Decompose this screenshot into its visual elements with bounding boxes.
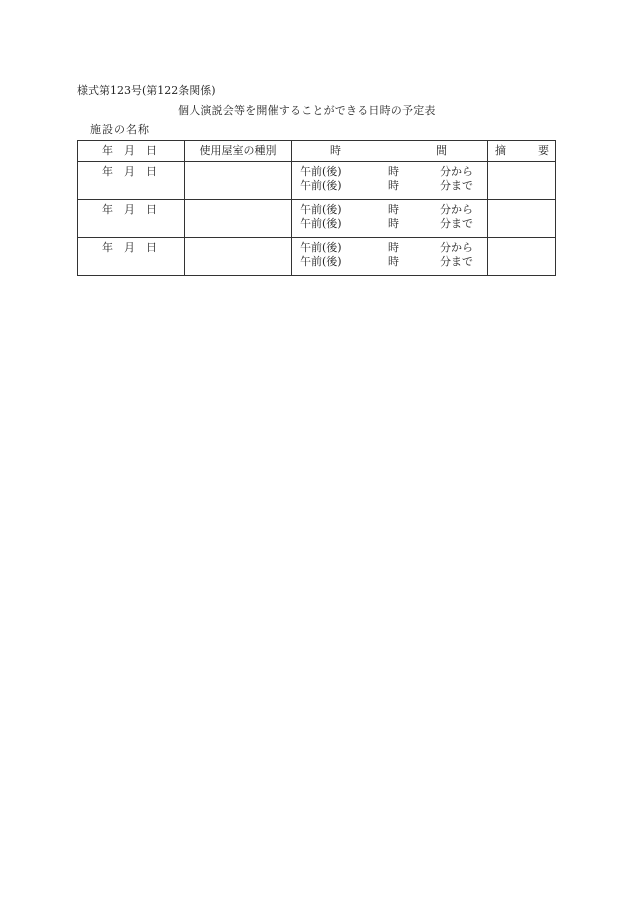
header-time-left: 時 xyxy=(330,144,341,157)
ampm-label: 午前(後) xyxy=(300,255,342,268)
remarks-cell xyxy=(488,200,556,238)
time-start-line xyxy=(300,203,486,217)
time-end-line xyxy=(300,217,486,231)
table-row xyxy=(78,162,556,200)
table-row xyxy=(78,238,556,276)
remarks-cell xyxy=(488,162,556,200)
minute-label: 分まで xyxy=(440,217,473,230)
ampm-label: 午前(後) xyxy=(300,203,342,216)
facility-name-label: 施設の名称 xyxy=(90,123,150,136)
time-start-line xyxy=(300,241,486,255)
date-cell: 年 月 日 xyxy=(78,200,185,238)
minute-label: 分から xyxy=(440,241,473,254)
remarks-cell xyxy=(488,238,556,276)
ampm-label: 午前(後) xyxy=(300,241,342,254)
header-date: 年 月 日 xyxy=(78,141,185,162)
room-type-cell xyxy=(185,200,292,238)
time-end-line xyxy=(300,179,486,193)
minute-label: 分まで xyxy=(440,255,473,268)
hour-label: 時 xyxy=(388,217,399,230)
minute-label: 分まで xyxy=(440,179,473,192)
date-cell: 年 月 日 xyxy=(78,162,185,200)
time-start-line xyxy=(300,165,486,179)
document-title: 個人演説会等を開催することができる日時の予定表 xyxy=(178,104,436,117)
hour-label: 時 xyxy=(388,203,399,216)
header-time-right: 間 xyxy=(436,144,447,157)
table-header-row xyxy=(78,141,556,162)
ampm-label: 午前(後) xyxy=(300,179,342,192)
minute-label: 分から xyxy=(440,203,473,216)
date-cell: 年 月 日 xyxy=(78,238,185,276)
time-end-line xyxy=(300,255,486,269)
header-remarks-left: 摘 xyxy=(495,144,506,157)
schedule-table xyxy=(77,140,556,276)
ampm-label: 午前(後) xyxy=(300,217,342,230)
minute-label: 分から xyxy=(440,165,473,178)
room-type-cell xyxy=(185,162,292,200)
header-room-type: 使用屋室の種別 xyxy=(185,141,292,162)
hour-label: 時 xyxy=(388,255,399,268)
room-type-cell xyxy=(185,238,292,276)
time-cell xyxy=(292,162,488,200)
header-remarks-right: 要 xyxy=(538,144,549,157)
hour-label: 時 xyxy=(388,241,399,254)
header-time xyxy=(292,141,488,162)
time-cell xyxy=(292,238,488,276)
hour-label: 時 xyxy=(388,179,399,192)
header-remarks xyxy=(488,141,556,162)
form-number: 様式第123号(第122条関係) xyxy=(77,84,216,97)
table-row xyxy=(78,200,556,238)
ampm-label: 午前(後) xyxy=(300,165,342,178)
hour-label: 時 xyxy=(388,165,399,178)
time-cell xyxy=(292,200,488,238)
